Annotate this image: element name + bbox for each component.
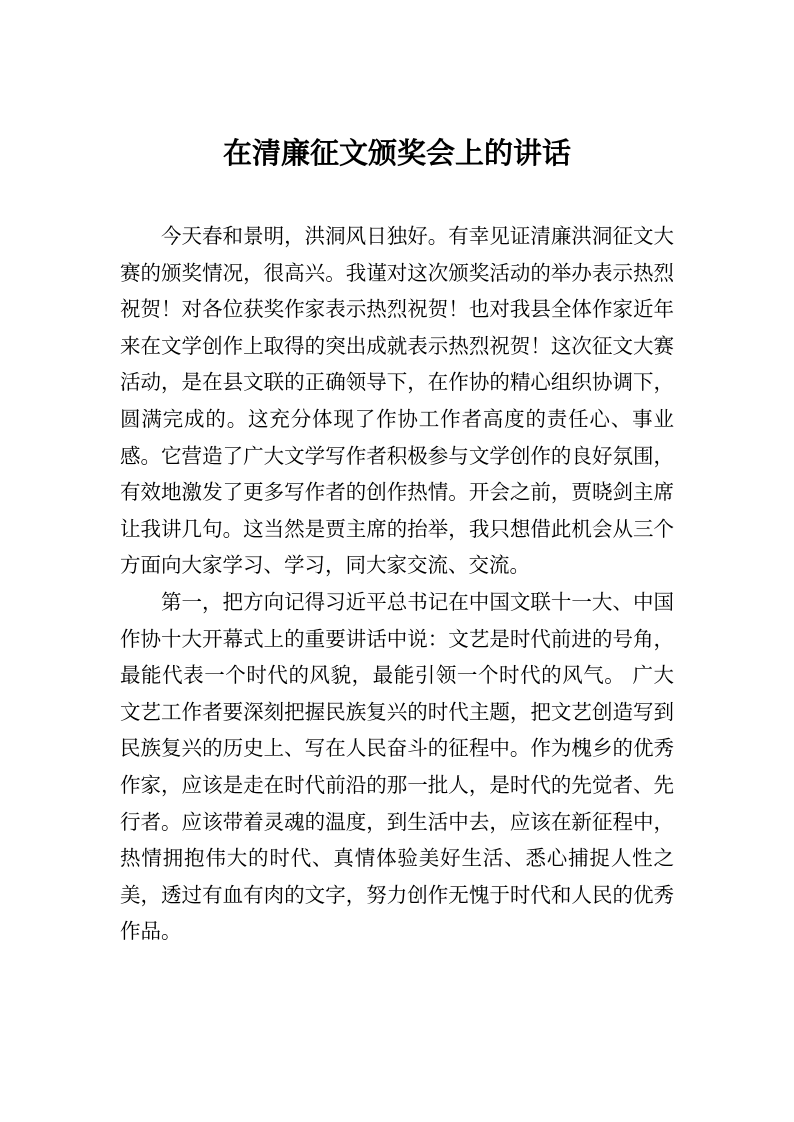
paragraph-2: 第一，把方向记得习近平总书记在中国文联十一大、中国作协十大开幕式上的重要讲话中说：文艺是时代前进的号角，最能代表一个时代的风貌，最能引领一个时代的风气。 广大文艺工作者要深刻把握民族复兴的时代主题，把文艺创造写到民族复兴的历史上、写在人民奋斗的征程中。作为槐乡的优秀作家，应该是走在时代前沿的那一批人，是时代的先觉者、先行者。应该带着灵魂的温度，到生活中去，应该在新征程中，热情拥抱伟大的时代、真情体验美好生活、悉心捕捉人性之美，透过有血有肉的文字，努力创作无愧于时代和人民的优秀作品。 (120, 589, 674, 944)
paragraph-1: 今天春和景明，洪洞风日独好。有幸见证清廉洪洞征文大赛的颁奖情况，很高兴。我谨对这次颁奖活动的举办表示热烈祝贺！对各位获奖作家表示热烈祝贺！也对我县全体作家近年来在文学创作上取得的突出成就表示热烈祝贺！这次征文大赛活动，是在县文联的正确领导下，在作协的精心组织协调下，圆满完成的。这充分体现了作协工作者高度的责任心、事业感。它营造了广大文学写作者积极参与文学创作的良好氛围，有效地激发了更多写作者的创作热情。开会之前，贾晓剑主席让我讲几句。这当然是贾主席的抬举，我只想借此机会从三个方面向大家学习、学习，同大家交流、交流。 (120, 224, 674, 578)
document-title: 在清廉征文颁奖会上的讲话 (222, 136, 571, 170)
document-body (120, 218, 674, 950)
